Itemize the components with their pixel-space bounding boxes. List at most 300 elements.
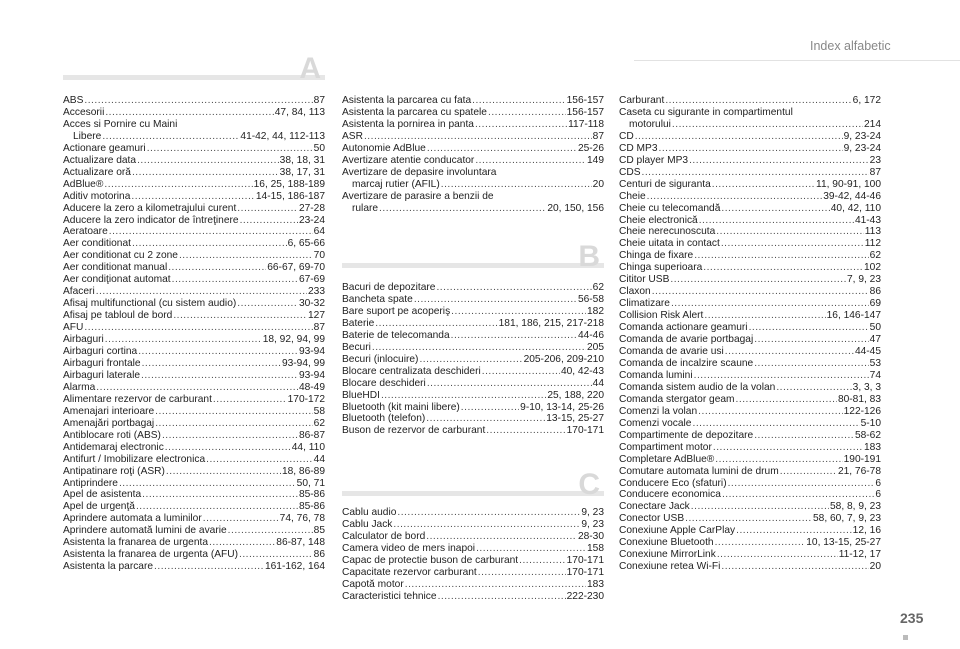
index-entry <box>619 346 881 358</box>
leader-dots <box>461 402 519 414</box>
index-entry <box>63 478 325 490</box>
entry-term: Blocare deschideri <box>342 377 426 389</box>
index-entry <box>63 454 325 466</box>
index-entry <box>619 310 881 322</box>
page-title: Index alfabetic <box>810 39 891 53</box>
entry-pages: 122-126 <box>843 405 881 417</box>
entry-term: Antiblocare roti (ABS) <box>63 429 161 441</box>
leader-dots <box>703 262 863 274</box>
entry-pages: 93-94 <box>298 369 325 381</box>
index-entry <box>619 191 881 203</box>
entry-pages: 28-30 <box>577 530 604 542</box>
index-entry <box>63 561 325 573</box>
entry-pages: 62 <box>869 250 881 262</box>
entry-pages: 38, 17, 31 <box>279 166 325 178</box>
entry-pages: 11, 90-91, 100 <box>816 178 881 190</box>
entry-term: Avertizare de parasire a benzii de <box>342 190 494 202</box>
section-a-header <box>63 52 325 85</box>
leader-dots <box>166 466 281 478</box>
entry-term: Comanda de incalzire scaune <box>619 357 754 369</box>
index-entry <box>342 107 604 119</box>
index-entry <box>619 561 881 573</box>
entry-pages: 40, 42-43 <box>560 365 604 377</box>
entry-pages: 183 <box>587 578 604 590</box>
entry-pages: 117-118 <box>568 118 604 130</box>
entry-term: Conexiune retea Wi-Fi <box>619 561 721 573</box>
entry-term: Conducere Eco (sfaturi) <box>619 477 727 489</box>
leader-dots <box>105 107 273 119</box>
entry-pages: 44 <box>313 453 325 465</box>
entry-pages: 158 <box>587 542 604 554</box>
entry-term: AFU <box>63 322 84 334</box>
entry-pages: 56-58 <box>577 293 604 305</box>
index-entry <box>63 238 325 250</box>
entry-pages: 113 <box>864 226 881 238</box>
entry-pages: 64 <box>313 226 325 238</box>
leader-dots <box>488 107 566 119</box>
entry-pages: 85-86 <box>298 501 325 513</box>
index-entry <box>619 298 881 310</box>
entry-term: Acces si Pornire cu Maini <box>63 118 178 130</box>
entry-pages: 9, 23-24 <box>843 130 881 142</box>
index-entry <box>619 334 881 346</box>
leader-dots <box>478 567 566 579</box>
index-entry <box>619 549 881 561</box>
entry-term: Actionare geamuri <box>63 142 146 154</box>
entry-pages: 69 <box>869 298 881 310</box>
index-entry <box>63 250 325 262</box>
entry-term: AdBlue® <box>63 178 104 190</box>
index-entry <box>63 358 325 370</box>
entry-term: Climatizare <box>619 298 670 310</box>
entry-pages: 149 <box>587 154 604 166</box>
index-entry <box>63 489 325 501</box>
leader-dots <box>237 298 298 310</box>
index-entry <box>342 555 604 567</box>
entry-pages: 20 <box>869 561 881 573</box>
index-column-3 <box>619 95 881 573</box>
leader-dots <box>131 191 255 203</box>
index-entry <box>619 226 881 238</box>
entry-pages: 7, 9, 23 <box>847 274 881 286</box>
index-entry <box>63 525 325 537</box>
section-b-header <box>342 240 604 273</box>
entry-term: Afaceri <box>63 286 95 298</box>
index-column-2a <box>342 95 604 215</box>
entry-pages: 3, 3, 3 <box>852 381 881 393</box>
index-entry <box>63 179 325 191</box>
entry-term: Cititor USB <box>619 274 670 286</box>
entry-term: Antipatinare roţi (ASR) <box>63 465 165 477</box>
entry-term: Airbaguri cortina <box>63 346 138 358</box>
entry-term: Aer condiţionat automat <box>63 274 171 286</box>
index-entry <box>619 262 881 274</box>
section-divider <box>342 491 604 496</box>
leader-dots <box>749 322 869 334</box>
entry-term: Amenajari interioare <box>63 405 155 417</box>
leader-dots <box>237 203 298 215</box>
leader-dots <box>393 519 580 531</box>
leader-dots <box>754 358 868 370</box>
entry-pages: 170-171 <box>566 425 604 437</box>
index-entry <box>342 543 604 555</box>
leader-dots <box>704 310 825 322</box>
leader-dots <box>721 561 868 573</box>
entry-term: Capotă motor <box>342 578 404 590</box>
leader-dots <box>699 215 854 227</box>
index-entry <box>342 119 604 131</box>
index-entry <box>619 513 881 525</box>
index-entry <box>619 430 881 442</box>
entry-term: Collision Risk Alert <box>619 310 704 322</box>
leader-dots <box>427 378 592 390</box>
leader-dots <box>104 179 252 191</box>
leader-dots <box>173 310 307 322</box>
entry-term: Buson de rezervor de carburant <box>342 425 486 437</box>
entry-pages: 23-24 <box>298 214 325 226</box>
entry-pages: 205 <box>587 341 604 353</box>
entry-term: Antidemaraj electronic <box>63 441 164 453</box>
leader-dots <box>155 406 312 418</box>
leader-dots <box>712 179 815 191</box>
index-entry <box>342 318 604 330</box>
leader-dots <box>137 155 279 167</box>
entry-pages: 66-67, 69-70 <box>267 262 325 274</box>
leader-dots <box>519 555 565 567</box>
index-entry <box>619 454 881 466</box>
index-entry <box>619 394 881 406</box>
entry-pages: 53 <box>869 357 881 369</box>
entry-pages: 70 <box>313 250 325 262</box>
leader-dots <box>397 507 580 519</box>
entry-pages: 222-230 <box>566 590 604 602</box>
entry-term: CDS <box>619 166 641 178</box>
index-entry <box>63 430 325 442</box>
entry-term: BlueHDI <box>342 389 380 401</box>
leader-dots <box>780 466 837 478</box>
entry-term: Afisaj multifunctional (cu sistem audio) <box>63 298 237 310</box>
entry-pages: 86-87 <box>298 429 325 441</box>
entry-term: Comanda lumini <box>619 369 693 381</box>
entry-pages: 161-162, 164 <box>264 561 325 573</box>
leader-dots <box>372 342 586 354</box>
entry-pages: 182 <box>587 305 604 317</box>
entry-pages: 74 <box>869 369 881 381</box>
index-entry <box>619 406 881 418</box>
index-entry <box>342 519 604 531</box>
entry-pages: 41-43 <box>854 214 881 226</box>
index-entry <box>342 413 604 425</box>
index-entry <box>342 402 604 414</box>
leader-dots <box>736 525 852 537</box>
index-entry <box>342 294 604 306</box>
index-entry <box>63 298 325 310</box>
entry-pages: 190-191 <box>843 453 881 465</box>
entry-term: Claxon <box>619 286 651 298</box>
leader-dots <box>209 537 275 549</box>
entry-pages: 112 <box>864 238 881 250</box>
entry-pages: 86 <box>313 549 325 561</box>
entry-pages: 102 <box>864 262 881 274</box>
index-entry <box>63 418 325 430</box>
index-entry <box>63 95 325 107</box>
index-entry <box>63 226 325 238</box>
entry-pages: 18, 86-89 <box>281 465 325 477</box>
entry-pages: 39-42, 44-46 <box>823 190 881 202</box>
entry-term: marcaj rutier (AFIL) <box>352 178 440 190</box>
entry-pages: 85-86 <box>298 489 325 501</box>
entry-pages: 80-81, 83 <box>837 393 881 405</box>
index-entry <box>63 442 325 454</box>
leader-dots <box>179 250 313 262</box>
index-entry <box>63 274 325 286</box>
entry-pages: 156-157 <box>566 95 604 106</box>
leader-dots <box>381 390 546 402</box>
index-entry <box>342 179 604 191</box>
entry-term: Cheie uitata in contact <box>619 238 720 250</box>
leader-dots <box>698 406 842 418</box>
leader-dots <box>671 298 869 310</box>
entry-term: Avertizare atentie conducator <box>342 154 475 166</box>
entry-term: Asistenta la parcarea cu fata <box>342 95 472 106</box>
index-entry <box>342 143 604 155</box>
leader-dots <box>213 394 287 406</box>
entry-term: Bancheta spate <box>342 293 413 305</box>
leader-dots <box>659 143 843 155</box>
entry-term: Aprindere automata a luminilor <box>63 513 202 525</box>
index-entry <box>342 507 604 519</box>
entry-pages: 93-94, 99 <box>281 357 325 369</box>
entry-term: Becuri (inlocuire) <box>342 353 419 365</box>
leader-dots <box>84 95 312 107</box>
index-entry <box>63 143 325 155</box>
index-entry <box>619 167 881 179</box>
entry-term: Aeratoare <box>63 226 108 238</box>
entry-term: Comutare automata lumini de drum <box>619 465 779 477</box>
entry-pages: 14-15, 186-187 <box>255 190 325 202</box>
entry-pages: 40, 42, 110 <box>830 202 881 214</box>
index-entry <box>63 215 325 227</box>
entry-term: Autonomie AdBlue <box>342 142 426 154</box>
leader-dots <box>426 413 545 425</box>
entry-term: Comenzi vocale <box>619 417 692 429</box>
entry-pages: 9-10, 13-14, 25-26 <box>520 401 604 413</box>
entry-pages: 86-87, 148 <box>276 537 325 549</box>
header-rule <box>634 60 960 61</box>
index-entry <box>63 286 325 298</box>
index-entry <box>63 513 325 525</box>
entry-pages: 25, 188, 220 <box>547 389 604 401</box>
index-entry <box>342 378 604 390</box>
leader-dots <box>713 442 863 454</box>
index-entry <box>63 406 325 418</box>
leader-dots <box>168 262 266 274</box>
entry-term: Aducere la zero a kilometrajului curent <box>63 202 237 214</box>
entry-pages: 233 <box>308 286 325 298</box>
index-entry <box>63 382 325 394</box>
entry-term: Airbaguri <box>63 334 104 346</box>
entry-term: Apel de asistenta <box>63 489 142 501</box>
leader-dots <box>725 346 854 358</box>
leader-dots <box>721 203 829 215</box>
entry-pages: 6, 172 <box>852 95 881 106</box>
leader-dots <box>685 513 812 525</box>
entry-pages: 44-45 <box>854 346 881 358</box>
index-entry <box>342 167 604 179</box>
entry-term: Airbaguri laterale <box>63 369 141 381</box>
index-entry <box>342 342 604 354</box>
entry-pages: 16, 146-147 <box>826 310 881 322</box>
entry-term: Conducere economica <box>619 489 721 501</box>
entry-pages: 85 <box>313 525 325 537</box>
index-entry <box>619 442 881 454</box>
entry-pages: 156-157 <box>566 106 604 118</box>
leader-dots <box>689 155 869 167</box>
entry-term: Antifurt / Imobilizare electronica <box>63 453 206 465</box>
entry-pages: 23 <box>869 154 881 166</box>
index-entry <box>342 579 604 591</box>
entry-term: Bluetooth (kit maini libere) <box>342 401 460 413</box>
entry-term: Baterie de telecomanda <box>342 329 450 341</box>
entry-pages: 41-42, 44, 112-113 <box>240 130 325 142</box>
entry-term: Becuri <box>342 341 371 353</box>
index-entry <box>619 143 881 155</box>
index-entry <box>63 322 325 334</box>
leader-dots <box>486 425 565 437</box>
entry-term: Asistenta la franarea de urgenta <box>63 537 208 549</box>
entry-term: Centuri de siguranta <box>619 178 711 190</box>
index-entry <box>619 370 881 382</box>
leader-dots <box>119 478 296 490</box>
index-entry <box>619 537 881 549</box>
entry-pages: 87 <box>313 322 325 334</box>
leader-dots <box>716 226 863 238</box>
entry-pages: 6, 65-66 <box>287 238 325 250</box>
entry-pages: 11-12, 17 <box>838 549 881 561</box>
entry-term: ABS <box>63 95 84 106</box>
leader-dots <box>203 513 279 525</box>
entry-pages: 38, 18, 31 <box>279 154 325 166</box>
entry-term: Capacitate rezervor carburant <box>342 566 477 578</box>
entry-pages: 62 <box>313 417 325 429</box>
entry-pages: 50, 71 <box>296 477 325 489</box>
entry-pages: 21, 76-78 <box>837 465 881 477</box>
leader-dots <box>482 366 560 378</box>
entry-pages: 5-10 <box>860 417 881 429</box>
index-entry <box>63 155 325 167</box>
leader-dots <box>427 143 577 155</box>
index-entry <box>342 425 604 437</box>
leader-dots <box>136 501 298 513</box>
entry-pages: 50 <box>313 142 325 154</box>
entry-pages: 87 <box>592 130 604 142</box>
entry-term: Actualizare data <box>63 154 137 166</box>
index-entry <box>342 95 604 107</box>
index-entry <box>342 390 604 402</box>
index-entry <box>619 179 881 191</box>
entry-term: rulare <box>352 202 379 214</box>
index-entry <box>342 330 604 342</box>
entry-pages: 44, 110 <box>291 441 325 453</box>
leader-dots <box>670 274 846 286</box>
entry-term: Caracteristici tehnice <box>342 590 437 602</box>
section-divider <box>342 263 604 268</box>
index-entry <box>619 95 881 107</box>
leader-dots <box>240 215 298 227</box>
index-entry <box>342 591 604 603</box>
leader-dots <box>438 591 566 603</box>
index-entry <box>619 131 881 143</box>
entry-pages: 181, 186, 215, 217-218 <box>498 317 604 329</box>
index-entry <box>619 418 881 430</box>
entry-pages: 205-206, 209-210 <box>523 353 604 365</box>
index-column-2c <box>342 507 604 603</box>
entry-term: Conexiune MirrorLink <box>619 549 716 561</box>
entry-pages: 48-49 <box>298 381 325 393</box>
entry-term: ASR <box>342 130 363 142</box>
index-entry <box>63 394 325 406</box>
index-entry <box>63 262 325 274</box>
entry-pages: 58-62 <box>854 429 881 441</box>
leader-dots <box>96 286 307 298</box>
leader-dots <box>132 238 287 250</box>
entry-pages: 6 <box>875 489 881 501</box>
entry-pages: 47, 84, 113 <box>274 106 325 118</box>
index-entry <box>63 167 325 179</box>
entry-term: Asistenta la pornirea in panta <box>342 118 474 130</box>
leader-dots <box>419 354 522 366</box>
entry-term: Aer conditionat <box>63 238 131 250</box>
index-column-2b <box>342 282 604 437</box>
section-letter: A <box>299 52 321 85</box>
leader-dots <box>132 167 279 179</box>
leader-dots <box>647 191 823 203</box>
entry-pages: 170-171 <box>566 566 604 578</box>
entry-term: Compartiment motor <box>619 441 712 453</box>
index-entry <box>342 306 604 318</box>
entry-term: Cablu audio <box>342 507 397 518</box>
leader-dots <box>426 531 577 543</box>
entry-pages: 74, 76, 78 <box>279 513 325 525</box>
entry-pages: 9, 23-24 <box>843 142 881 154</box>
entry-term: Conexiune Apple CarPlay <box>619 525 736 537</box>
entry-term: Alarma <box>63 381 96 393</box>
leader-dots <box>364 131 592 143</box>
entry-term: Aducere la zero indicator de întreţinere <box>63 214 239 226</box>
entry-pages: 127 <box>308 310 325 322</box>
entry-pages: 50 <box>869 322 881 334</box>
entry-term: Blocare centralizata deschideri <box>342 365 481 377</box>
index-entry <box>63 107 325 119</box>
leader-dots <box>96 382 298 394</box>
leader-dots <box>642 167 869 179</box>
section-c-header <box>342 468 604 501</box>
index-entry <box>342 155 604 167</box>
index-entry <box>619 203 881 215</box>
entry-pages: 170-171 <box>566 554 604 566</box>
leader-dots <box>721 238 864 250</box>
leader-dots <box>691 501 829 513</box>
page-number: 235 <box>900 610 924 626</box>
entry-term: Amenajări portbagaj <box>63 417 155 429</box>
leader-dots <box>715 454 842 466</box>
entry-pages: 170-172 <box>287 393 325 405</box>
leader-dots <box>694 250 868 262</box>
entry-term: Comanda stergator geam <box>619 393 735 405</box>
index-entry <box>63 203 325 215</box>
index-entry <box>63 466 325 478</box>
section-letter: C <box>578 468 600 501</box>
